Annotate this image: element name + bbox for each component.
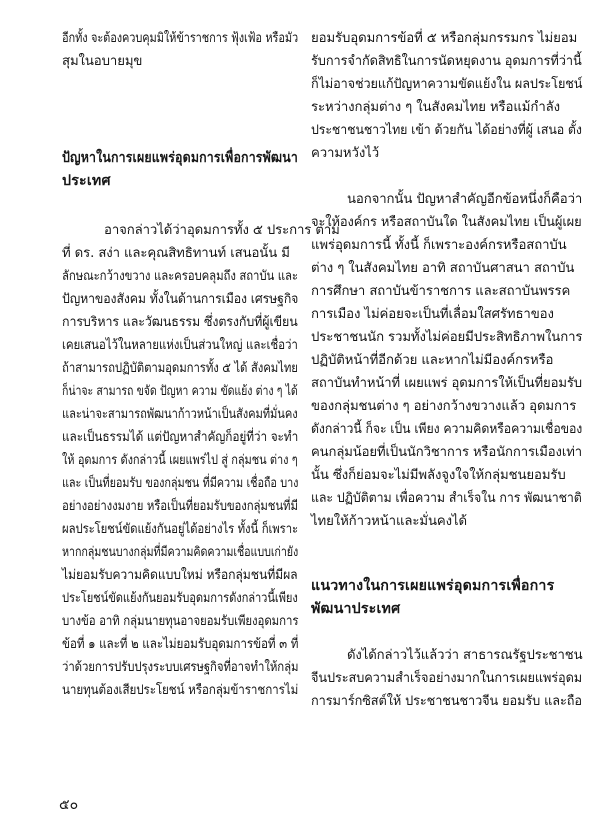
- text-line: การบริหาร และวัฒนธรรม ซึ่งตรงกับที่ผู้เขียน: [62, 315, 298, 330]
- text-line: ถ้าสามารถปฏิบัติตามอุดมการทั้ง ๕ ได้ สังคมไทย: [62, 361, 298, 376]
- text-line: ดังกล่าวนี้ ก็จะ เป็น เพียง ความคิดหรือความเชื่อของ: [311, 422, 583, 437]
- text-line: รับการจำกัดสิทธิในการนัดหยุดงาน อุดมการที่ว่านี้: [311, 54, 582, 69]
- text-line: ก็น่าจะ สามารถ ขจัด ปัญหา ความ ขัดแย้ง ต่าง ๆ ได้: [62, 384, 298, 399]
- text-line: นายทุนต้องเสียประโยชน์ หรือกลุ่มข้าราชการไม่: [62, 683, 299, 698]
- text-line: ปฏิบัติหน้าที่อีกด้วย และหากไม่มีองค์กรหรือ: [311, 353, 554, 368]
- text-line: การศึกษา สถาบันข้าราชการ และสถาบันพรรค: [311, 284, 571, 299]
- text-line: การเมือง ไม่ค่อยจะเป็นที่เลื่อมใสศรัทธาของ: [311, 307, 554, 322]
- text-line: ระหว่างกลุ่มต่าง ๆ ในสังคมไทย หรือแม้กำลัง: [311, 100, 560, 115]
- text-line: เคยเสนอไว้ในหลายแห่งเป็นส่วนใหญ่ และเชื่อว่า: [62, 338, 298, 353]
- text-line: สถาบันทำหน้าที่ เผยแพร่ อุดมการให้เป็นที่ยอมรับ: [311, 376, 583, 391]
- text-line: ประชาชนชาวไทย เข้า ด้วยกัน ได้อย่างที่ผู้ เสนอ ตั้ง: [311, 123, 582, 138]
- text-line: ต่าง ๆ ในสังคมไทย อาทิ สถาบันศาสนา สถาบัน: [311, 261, 575, 276]
- page-number: ๕๐: [59, 797, 79, 813]
- text-line: ดังได้กล่าวไว้แล้วว่า สาธารณรัฐประชาชน: [347, 648, 583, 663]
- section-heading: แนวทางในการเผยแพร่อุดมการเพื่อการ: [311, 578, 555, 594]
- text-line: นั้น ซึ่งก็ย่อมจะไม่มีพลังจูงใจให้กลุ่มชนยอมรับ: [311, 468, 566, 483]
- text-line: ผลประโยชน์ขัดแย้งกันอยู่ได้อย่างไร ทั้งนี้ ก็เพราะ: [62, 522, 299, 537]
- text-line: ไม่ยอมรับความคิดแบบใหม่ หรือกลุ่มชนที่มีผล: [62, 568, 298, 583]
- text-line: ก็ไม่อาจช่วยแก้ปัญหาความขัดแย้งใน ผลประโยชน์: [311, 77, 583, 92]
- text-line: และเป็นธรรมได้ แต่ปัญหาสำคัญก็อยู่ที่ว่า จะทำ: [62, 430, 299, 445]
- text-line: ของกลุ่มชนต่าง ๆ อย่างกว้างขวางแล้ว อุดมการ: [311, 399, 577, 414]
- text-line: ประโยชน์ขัดแย้งกันยอมรับอุดมการดังกล่าวนี้เพียง: [62, 591, 298, 606]
- text-line: แพร่อุดมการนี้ ทั้งนี้ ก็เพราะองค์กรหรือสถาบัน: [311, 238, 567, 253]
- text-line: ลักษณะกว้างขวาง และครอบคลุมถึง สถาบัน และ: [62, 269, 298, 284]
- text-line: ปัญหาของสังคม ทั้งในด้านการเมือง เศรษฐกิจ: [62, 292, 299, 307]
- text-line: นอกจากนั้น ปัญหาสำคัญอีกข้อหนึ่งก็คือว่า: [347, 192, 583, 207]
- text-line: ข้อที่ ๑ และที่ ๒ และไม่ยอมรับอุดมการข้อที่ ๓ ที่: [62, 637, 299, 652]
- text-line: และ ปฏิบัติตาม เพื่อความ สำเร็จใน การ พัฒนาชาติ: [311, 491, 582, 506]
- text-line: ประชาชนนัก รวมทั้งไม่ค่อยมีประสิทธิภาพในการ: [311, 330, 583, 345]
- section-heading: ปัญหาในการเผยแพร่อุดมการเพื่อการพัฒนา: [62, 150, 299, 166]
- text-line: ให้ อุดมการ ดังกล่าวนี้ เผยแพร่ไป สู่ กลุ่มชน ต่าง ๆ: [62, 453, 298, 468]
- text-line: อีกทั้ง จะต้องควบคุมมิให้ข้าราชการ ฟุ้งเฟ้อ หรือมัว: [62, 31, 299, 46]
- text-line: จีนประสบความสำเร็จอย่างมากในการเผยแพร่อุดม: [311, 671, 583, 686]
- text-line: อย่างอย่างงมงาย หรือเป็นที่ยอมรับของกลุ่มชนที่มี: [62, 499, 298, 514]
- section-heading: พัฒนาประเทศ: [311, 601, 401, 617]
- text-line: หากกลุ่มชนบางกลุ่มที่มีความคิดความเชื่อแบบเก่ายัง: [62, 545, 299, 560]
- text-line: ความหวังไว้: [311, 146, 379, 161]
- text-line: และ เป็นที่ยอมรับ ของกลุ่มชน ที่มีความ เชื่อถือ บาง: [62, 476, 299, 491]
- text-line: ที่ ดร. สง่า และคุณสิทธิทานท์ เสนอนั้น มี: [62, 246, 290, 261]
- text-line: ว่าด้วยการปรับปรุงระบบเศรษฐกิจที่อาจทำให้กลุ่ม: [62, 660, 299, 675]
- text-line: อาจกล่าวได้ว่าอุดมการทั้ง ๕ ประการ ตาม: [104, 223, 340, 238]
- text-line: การมาร์กซิสต์ให้ ประชาชนชาวจีน ยอมรับ และถือ: [311, 694, 582, 709]
- text-line: บางข้อ อาทิ กลุ่มนายทุนอาจยอมรับเพียงอุดมการ: [62, 614, 299, 629]
- text-line: ไทยให้ก้าวหน้าและมั่นคงได้: [311, 514, 467, 529]
- text-line: และน่าจะสามารถพัฒนาก้าวหน้าเป็นสังคมที่มั่นคง: [62, 407, 298, 422]
- text-line: คนกลุ่มน้อยที่เป็นนักวิชาการ หรือนักการเมืองเท่า: [311, 445, 583, 460]
- text-line: จะให้องค์กร หรือสถาบันใด ในสังคมไทย เป็นผู้เผย: [311, 215, 582, 230]
- text-line: สุมในอบายมุข: [62, 54, 143, 69]
- text-line: ยอมรับอุดมการข้อที่ ๕ หรือกลุ่มกรรมกร ไม่ยอม: [311, 31, 578, 46]
- section-heading: ประเทศ: [62, 173, 111, 189]
